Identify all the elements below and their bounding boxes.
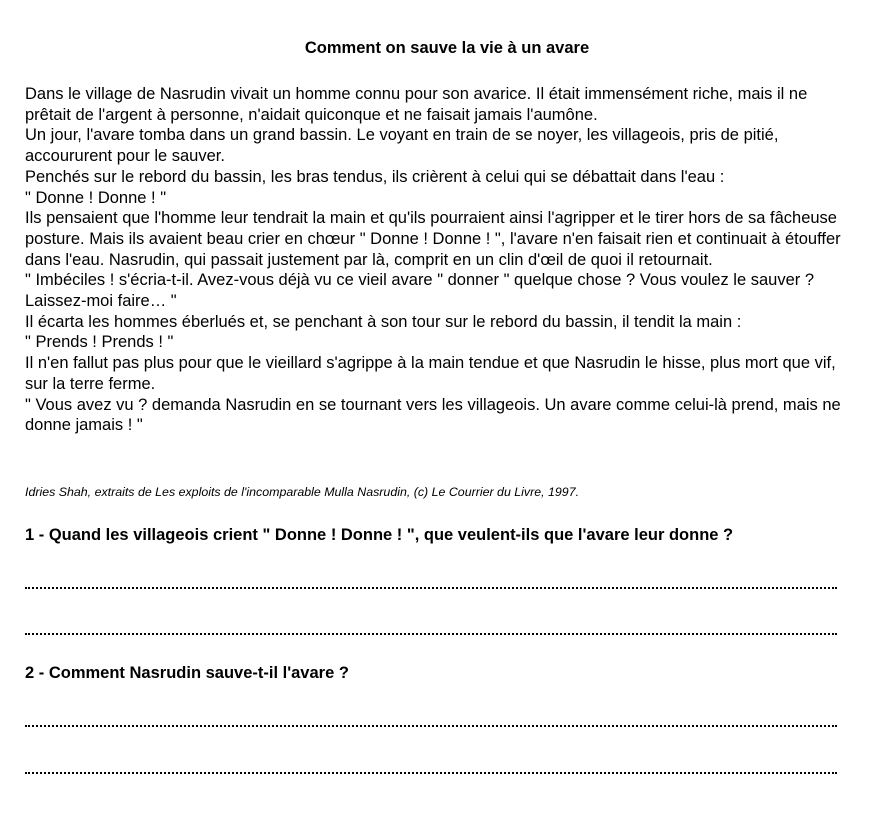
source-citation: Idries Shah, extraits de Les exploits de l'incomparable Mulla Nasrudin, (c) Le Courrier du Livre, 1997. — [25, 485, 580, 499]
story-paragraph: Ils pensaient que l'homme leur tendrait la main et qu'ils pourraient ainsi l'agripper et le tirer hors de sa fâcheuse posture. Mais ils avaient beau crier en chœur " Donne ! Donne ! ", l'avare n'en faisait rien et continuait à étouffer dans l'eau. Nasrudin, qui passait justement par là, comprit en un clin d'œil de quoi il retournait. — [25, 209, 841, 269]
story-text — [25, 84, 851, 436]
story-paragraph: " Imbéciles ! s'écria-t-il. Avez-vous déjà vu ce vieil avare " donner " quelque chose ? Vous voulez le sauver ? Laissez-moi faire… " — [25, 271, 814, 311]
story-paragraph: Penchés sur le rebord du bassin, les bras tendus, ils crièrent à celui qui se débattait dans l'eau : — [25, 167, 725, 186]
answer-2-line-1[interactable] — [25, 721, 837, 727]
story-paragraph: " Vous avez vu ? demanda Nasrudin en se tournant vers les villageois. Un avare comme celui-là prend, mais ne donne jamais ! " — [25, 395, 841, 435]
story-paragraph: " Prends ! Prends ! " — [25, 333, 174, 352]
story-paragraph: Dans le village de Nasrudin vivait un homme connu pour son avarice. Il était immensément riche, mais il ne prêtait de l'argent à personne, n'aidait quiconque et ne faisait jamais l'aumône. — [25, 85, 808, 124]
document-title: Comment on sauve la vie à un avare — [304, 39, 590, 57]
question-1: 1 - Quand les villageois crient " Donne ! Donne ! ", que veulent-ils que l'avare leur donne ? — [25, 526, 734, 544]
question-2: 2 - Comment Nasrudin sauve-t-il l'avare ? — [25, 664, 349, 682]
story-paragraph: Un jour, l'avare tomba dans un grand bassin. Le voyant en train de se noyer, les villageois, pris de pitié, accoururent pour le sauver. — [25, 126, 779, 166]
answer-2-line-2[interactable] — [25, 768, 837, 774]
answer-1-line-2[interactable] — [25, 629, 837, 635]
story-paragraph: " Donne ! Donne ! " — [25, 188, 167, 207]
answer-1-line-1[interactable] — [25, 583, 837, 589]
story-paragraph: Il écarta les hommes éberlués et, se penchant à son tour sur le rebord du bassin, il tendit la main : — [25, 312, 742, 331]
story-paragraph: Il n'en fallut pas plus pour que le vieillard s'agrippe à la main tendue et que Nasrudin le hisse, plus mort que vif, sur la terre ferme. — [25, 354, 836, 393]
